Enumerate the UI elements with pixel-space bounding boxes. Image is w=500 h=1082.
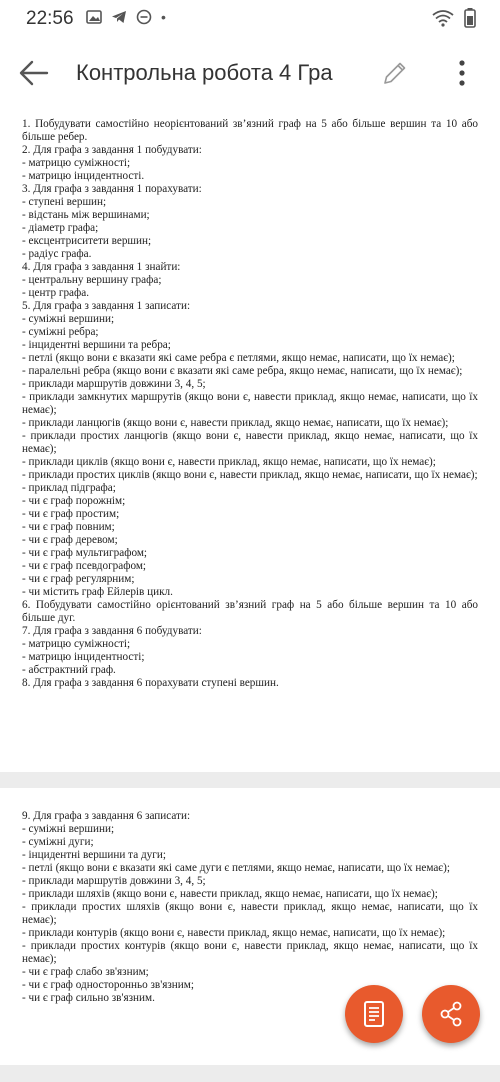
text-line: - чи є граф слабо зв'язним; (22, 966, 149, 978)
text-line: - ступені вершин; (22, 196, 107, 208)
text-line: 1. Побудувати самостійно неорієнтований зв’язний граф на 5 або більше вершин та 10 або більше ребер. (22, 118, 478, 143)
page-1-text (22, 118, 478, 690)
text-line: - петлі (якщо вони є вказати які саме дуги є петлями, якщо немає, написати, що їх немає); (22, 862, 450, 874)
text-line: - чи є граф сильно зв'язним. (22, 992, 155, 1004)
text-line: - приклади контурів (якщо вони є, навести приклад, якщо немає, написати, що їх немає); (22, 927, 446, 939)
text-line: - чи є граф мультиграфом; (22, 547, 148, 559)
text-line: - чи є граф простим; (22, 508, 120, 520)
text-line: - чи містить граф Ейлерів цикл. (22, 586, 173, 598)
text-line: - чи є граф деревом; (22, 534, 118, 546)
battery-icon (464, 8, 476, 28)
status-dot: • (161, 9, 166, 25)
text-line: - чи є граф повним; (22, 521, 115, 533)
share-icon (438, 1001, 464, 1027)
text-line: - матрицю інцидентності; (22, 651, 145, 663)
text-line: - абстрактний граф. (22, 664, 116, 676)
text-line: - чи є граф регулярним; (22, 573, 135, 585)
text-line: - суміжні вершини; (22, 823, 115, 835)
text-line: 8. Для графа з завдання 6 порахувати ступені вершин. (22, 677, 279, 689)
telegram-icon (111, 9, 127, 25)
text-line: - матрицю інцидентності. (22, 170, 145, 182)
text-line: - суміжні вершини; (22, 313, 115, 325)
text-line: 6. Побудувати самостійно орієнтований зв’язний граф на 5 або більше вершин та 10 або більше дуг. (22, 599, 478, 624)
text-line: - суміжні дуги; (22, 836, 94, 848)
text-line: 2. Для графа з завдання 1 побудувати: (22, 144, 202, 156)
pencil-icon[interactable] (380, 58, 410, 88)
text-line: 3. Для графа з завдання 1 порахувати: (22, 183, 202, 195)
text-line: - приклади простих ланцюгів (якщо вони є, навести приклад, якщо немає, написати, що їх немає); (22, 430, 478, 455)
status-bar (0, 0, 500, 38)
status-time: 22:56 (26, 8, 74, 29)
status-notification-icons (86, 9, 166, 25)
text-line: - матрицю суміжності; (22, 157, 131, 169)
document-icon (362, 1000, 386, 1028)
page-2-text (22, 810, 478, 1005)
navigation-bar (0, 1065, 500, 1082)
text-line: 7. Для графа з завдання 6 побудувати: (22, 625, 202, 637)
text-line: - чи є граф псевдографом; (22, 560, 147, 572)
text-line: - приклади маршрутів довжини 3, 4, 5; (22, 875, 206, 887)
text-line: - центральну вершину графа; (22, 274, 162, 286)
text-line: - приклади замкнутих маршрутів (якщо вони є, навести приклад, якщо немає, написати, що їх немає); (22, 391, 478, 416)
text-line: 4. Для графа з завдання 1 знайти: (22, 261, 181, 273)
gallery-icon (86, 9, 102, 25)
text-line: - приклади простих шляхів (якщо вони є, навести приклад, якщо немає, написати, що їх немає); (22, 901, 478, 926)
document-page-1 (0, 108, 500, 772)
text-line: - приклади простих циклів (якщо вони є, навести приклад, якщо немає, написати, що їх немає); (22, 469, 478, 481)
text-line: - матрицю суміжності; (22, 638, 131, 650)
app-bar (0, 38, 500, 109)
text-line: - інцидентні вершини та ребра; (22, 339, 171, 351)
text-line: - приклад підграфа; (22, 482, 116, 494)
page-title: Контрольна робота 4 Гра (76, 60, 333, 85)
text-line: - діаметр графа; (22, 222, 99, 234)
text-line: - приклади ланцюгів (якщо вони є, навести приклад, якщо немає, написати, що їх немає); (22, 417, 449, 429)
status-right-icons (432, 8, 476, 28)
text-line: - чи є граф односторонньо зв'язним; (22, 979, 194, 991)
text-line: - приклади маршрутів довжини 3, 4, 5; (22, 378, 206, 390)
text-line: - петлі (якщо вони є вказати які саме ребра є петлями, якщо немає, написати, що їх немає); (22, 352, 455, 364)
document-view-button[interactable] (345, 985, 403, 1043)
text-line: - приклади простих контурів (якщо вони є, навести приклад, якщо немає, написати, що їх немає); (22, 940, 478, 965)
text-line: 9. Для графа з завдання 6 записати: (22, 810, 191, 822)
arrow-back-icon[interactable] (18, 58, 50, 88)
text-line: - центр графа. (22, 287, 90, 299)
share-button[interactable] (422, 985, 480, 1043)
text-line: - ексцентриситети вершин; (22, 235, 152, 247)
text-line: 5. Для графа з завдання 1 записати: (22, 300, 191, 312)
text-line: - чи є граф порожнім; (22, 495, 126, 507)
text-line: - приклади циклів (якщо вони є, навести приклад, якщо немає, написати, що їх немає); (22, 456, 436, 468)
text-line: - приклади шляхів (якщо вони є, навести приклад, якщо немає, написати, що їх немає); (22, 888, 438, 900)
text-line: - інцидентні вершини та дуги; (22, 849, 166, 861)
text-line: - суміжні ребра; (22, 326, 99, 338)
text-line: - паралельні ребра (якщо вони є вказати які саме ребра, якщо немає, написати, що їх немає); (22, 365, 463, 377)
text-line: - відстань між вершинами; (22, 209, 150, 221)
more-vert-icon[interactable] (452, 58, 472, 88)
wifi-icon (432, 9, 454, 27)
text-line: - радіус графа. (22, 248, 92, 260)
do-not-disturb-icon (136, 9, 152, 25)
